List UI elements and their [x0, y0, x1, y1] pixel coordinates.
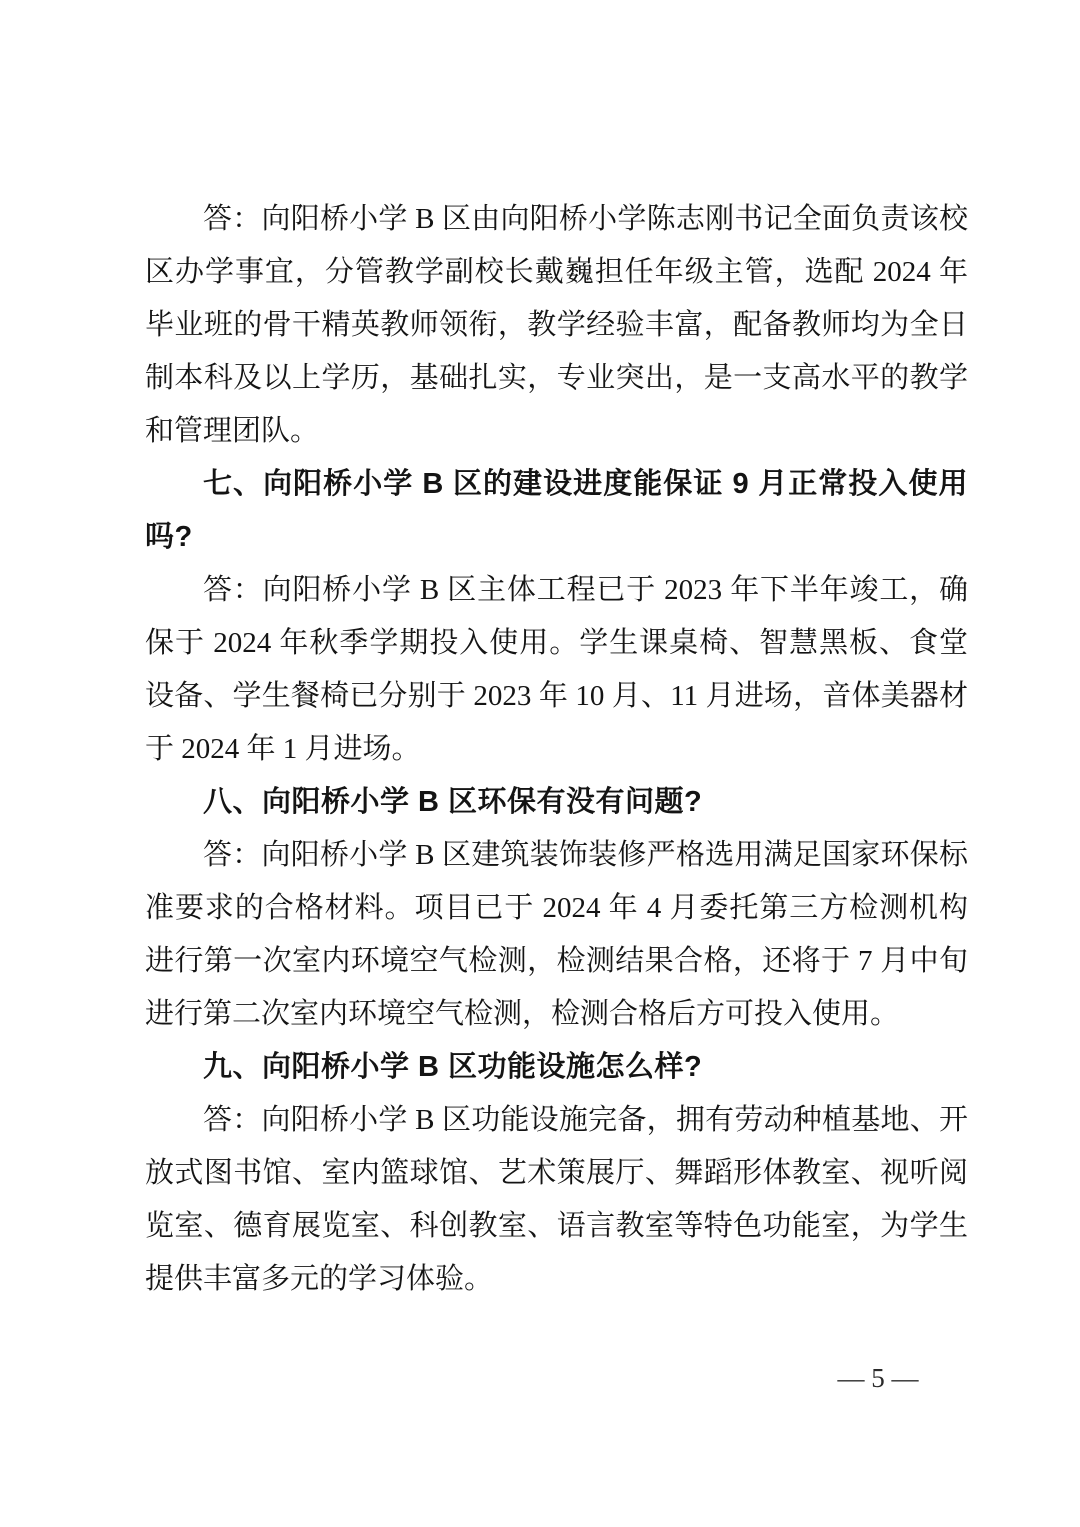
- question-heading-7: 七、向阳桥小学 B 区的建设进度能保证 9 月正常投入使用吗?: [145, 468, 968, 553]
- answer-paragraph-question-8: 答：向阳桥小学 B 区建筑装饰装修严格选用满足国家环保标准要求的合格材料。项目已于 2024 年 4 月委托第三方检测机构进行第一次室内环境空气检测，检测结果合格，还将于 7 月中旬进行第二次室内环境空气检测，检测合格后方可投入使用。: [145, 839, 968, 1030]
- answer-paragraph-question-9: 答：向阳桥小学 B 区功能设施完备，拥有劳动种植基地、开放式图书馆、室内篮球馆、艺术策展厅、舞蹈形体教室、视听阅览室、德育展览室、科创教室、语言教室等特色功能室，为学生提供丰富多元的学习体验。: [145, 1104, 968, 1295]
- answer-paragraph-question-6: 答：向阳桥小学 B 区由向阳桥小学陈志刚书记全面负责该校区办学事宜，分管教学副校长戴巍担任年级主管，选配 2024 年毕业班的骨干精英教师领衔，教学经验丰富，配备教师均为全日制本科及以上学历，基础扎实，专业突出，是一支高水平的教学和管理团队。: [145, 203, 968, 447]
- document-body: [145, 193, 968, 1306]
- answer-paragraph-question-7: 答：向阳桥小学 B 区主体工程已于 2023 年下半年竣工，确保于 2024 年秋季学期投入使用。学生课桌椅、智慧黑板、食堂设备、学生餐椅已分别于 2023 年 10 月、11 月进场，音体美器材于 2024 年 1 月进场。: [145, 574, 968, 765]
- question-heading-8: 八、向阳桥小学 B 区环保有没有问题?: [203, 786, 703, 818]
- question-heading-9: 九、向阳桥小学 B 区功能设施怎么样?: [203, 1051, 703, 1083]
- page-number: — 5 —: [837, 1363, 919, 1393]
